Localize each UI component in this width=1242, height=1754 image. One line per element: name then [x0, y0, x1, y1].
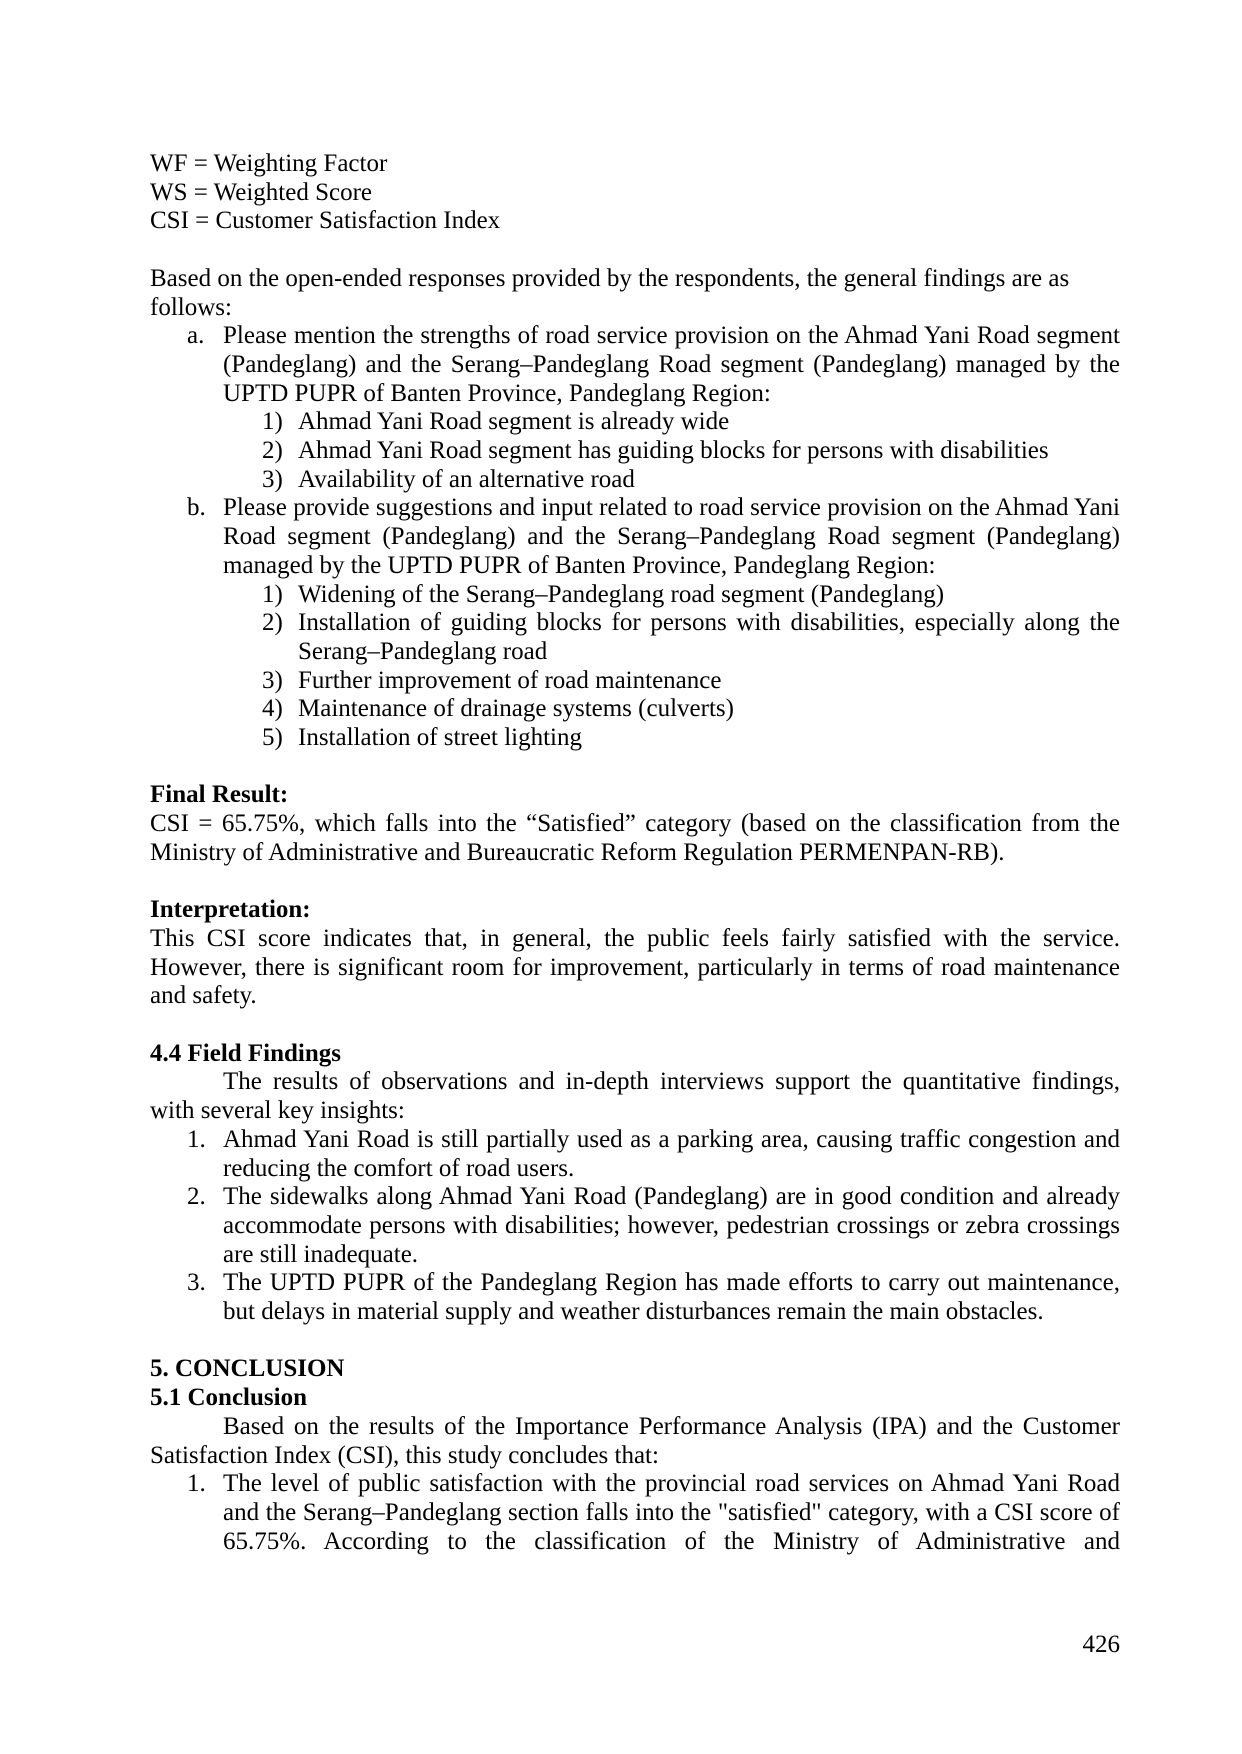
list-item-text: Installation of guiding blocks for persons with disabilities, especially along the Serang–Pandeglang road — [298, 609, 1120, 665]
conclusion-intro: Based on the results of the Importance Performance Analysis (IPA) and the Customer Satisfaction Index (CSI), this study concludes that: — [150, 1412, 1120, 1469]
list-marker: b. — [187, 494, 206, 522]
list-item-text: Ahmad Yani Road segment has guiding blocks for persons with disabilities — [298, 437, 1049, 465]
list-subitem — [262, 437, 1120, 466]
list-item-b — [187, 494, 1120, 580]
final-result-body: CSI = 65.75%, which falls into the “Satisfied” category (based on the classification from the Ministry of Administrative and Bureaucratic Reform Regulation PERMENPAN-RB). — [150, 810, 1120, 866]
field-finding-item — [187, 1183, 1120, 1269]
list-item-text: The UPTD PUPR of the Pandeglang Region has made efforts to carry out maintenance, but delays in material supply and weather disturbances remain the main obstacles. — [223, 1269, 1120, 1326]
list-marker: 3) — [262, 666, 283, 694]
interpretation-body: This CSI score indicates that, in general, the public feels fairly satisfied with the service. However, there is significant room for improvement, particularly in terms of road maintenance and safety. — [150, 924, 1120, 1010]
abbreviation-line: WS = Weighted Score — [150, 178, 372, 206]
section-heading-conclusion: 5. CONCLUSION — [150, 1355, 345, 1383]
list-item-text: The level of public satisfaction with the provincial road services on Ahmad Yani Road and the Serang–Pandeglang section falls into the "satisfied" category, with a CSI score of 65.75%. According to the classification of the Ministry of Administrative and — [223, 1470, 1120, 1555]
list-marker: a. — [187, 322, 205, 350]
list-marker: 1) — [262, 580, 283, 608]
section-heading-field-findings: 4.4 Field Findings — [150, 1039, 342, 1067]
page-content — [150, 150, 1120, 1556]
abbreviation-line: WF = Weighting Factor — [150, 150, 388, 177]
field-finding-item — [187, 1125, 1120, 1183]
list-marker: 4) — [262, 695, 283, 723]
page-number: 426 — [1082, 1631, 1120, 1658]
list-subitem — [262, 724, 1120, 753]
list-marker: 3. — [187, 1269, 206, 1297]
field-findings-intro: The results of observations and in-depth interviews support the quantitative findings, with several key insights: — [150, 1068, 1120, 1125]
list-item-text: Please mention the strengths of road service provision on the Ahmad Yani Road segment (Pandeglang) and the Serang–Pandeglang Road segment (Pandeglang) managed by the UPTD PUPR of Banten Province, Pandeglang Region: — [223, 322, 1120, 407]
list-marker: 2) — [262, 609, 283, 637]
list-item-text: Ahmad Yani Road is still partially used as a parking area, causing traffic congestion and reducing the comfort of road users. — [223, 1125, 1120, 1182]
final-result-heading: Final Result: — [150, 781, 289, 809]
list-marker: 1) — [262, 408, 283, 436]
list-marker: 5) — [262, 724, 283, 752]
list-subitem — [262, 408, 1120, 437]
list-item-text: Please provide suggestions and input related to road service provision on the Ahmad Yani Road segment (Pandeglang) and the Serang–Pandeglang Road segment (Pandeglang) managed by the UPTD PUPR of Banten Province, Pandeglang Region: — [223, 494, 1120, 579]
list-item-a — [187, 322, 1120, 408]
list-marker: 2) — [262, 437, 283, 465]
list-item-text: Installation of street lighting — [298, 724, 582, 752]
list-subitem — [262, 666, 1120, 696]
conclusion-item — [187, 1470, 1120, 1556]
list-item-text: Ahmad Yani Road segment is already wide — [298, 408, 730, 436]
list-item-text: Availability of an alternative road — [298, 465, 635, 493]
abbreviation-line: CSI = Customer Satisfaction Index — [150, 207, 501, 235]
subsection-heading-conclusion: 5.1 Conclusion — [150, 1384, 307, 1412]
list-subitem — [262, 695, 1120, 724]
list-marker: 1. — [187, 1470, 206, 1498]
list-subitem — [262, 609, 1120, 666]
list-item-text: Widening of the Serang–Pandeglang road segment (Pandeglang) — [298, 580, 945, 608]
list-marker: 3) — [262, 465, 283, 493]
list-subitem — [262, 580, 1120, 610]
list-item-text: Further improvement of road maintenance — [298, 666, 722, 694]
spacer — [150, 236, 1120, 265]
list-marker: 1. — [187, 1125, 206, 1153]
list-item-text: Maintenance of drainage systems (culverts) — [298, 695, 734, 723]
spacer — [150, 1327, 1120, 1356]
spacer — [150, 1011, 1120, 1040]
open-ended-intro: Based on the open-ended responses provided by the respondents, the general findings are as follows: — [150, 264, 1070, 321]
field-finding-item — [187, 1269, 1120, 1326]
list-item-text: The sidewalks along Ahmad Yani Road (Pandeglang) are in good condition and already accommodate persons with disabilities; however, pedestrian crossings or zebra crossings are still inadequate. — [223, 1183, 1120, 1268]
spacer — [150, 868, 1120, 897]
spacer — [150, 753, 1120, 782]
list-marker: 2. — [187, 1183, 206, 1211]
interpretation-heading: Interpretation: — [150, 896, 311, 924]
list-subitem — [262, 465, 1120, 495]
